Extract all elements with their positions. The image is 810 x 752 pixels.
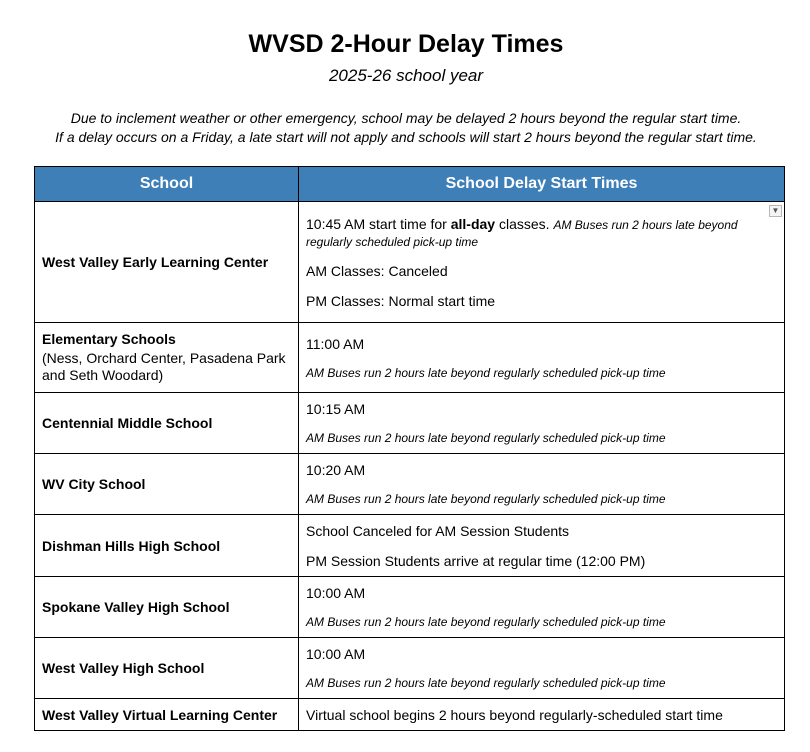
delay-note: [0, 109, 810, 147]
note-line-1: Due to inclement weather or other emergency, school may be delayed 2 hours beyond the regular start time.: [70, 110, 742, 126]
bus-note: AM Buses run 2 hours late beyond regularly scheduled pick-up time: [306, 676, 666, 690]
time-text: 11:00 AM: [306, 335, 365, 352]
bus-note: AM Buses run 2 hours late beyond regularly scheduled pick-up time: [306, 365, 666, 380]
delay-times-cell: [299, 454, 785, 515]
delay-times-cell: [299, 393, 785, 454]
column-header-school: School: [35, 167, 299, 202]
delay-times-cell: [299, 577, 785, 638]
time-bold-text: all-day: [450, 215, 496, 232]
school-name: Centennial Middle School: [35, 393, 299, 454]
pm-classes-text: PM Classes: Normal start time: [306, 292, 496, 309]
school-subtitle: (Ness, Orchard Center, Pasadena Park and Seth Woodard): [42, 350, 286, 383]
time-text: 10:15 AM: [306, 401, 366, 417]
page-subtitle: 2025-26 school year: [328, 66, 484, 85]
table-row: [35, 638, 785, 699]
school-name: WV City School: [35, 454, 299, 515]
school-name: West Valley Early Learning Center: [35, 202, 299, 323]
column-header-times: School Delay Start Times: [299, 167, 785, 202]
school-title: Elementary Schools: [42, 331, 176, 347]
table-header-row: [35, 167, 785, 202]
bus-note: AM Buses run 2 hours late beyond regularly scheduled pick-up time: [306, 217, 738, 249]
note-line-2: If a delay occurs on a Friday, a late start will not apply and schools will start 2 hours beyond the regular start time.: [55, 129, 757, 145]
time-text: 10:00 AM: [306, 585, 366, 601]
table-row: [35, 515, 785, 577]
pm-session-text: PM Session Students arrive at regular time (12:00 PM): [306, 552, 646, 569]
school-name: West Valley High School: [35, 638, 299, 699]
school-name: Dishman Hills High School: [35, 515, 299, 577]
delay-times-cell: [299, 638, 785, 699]
dropdown-arrow-icon[interactable]: ▼: [769, 205, 782, 217]
page-title: WVSD 2-Hour Delay Times: [248, 30, 564, 58]
school-name: West Valley Virtual Learning Center: [35, 699, 299, 731]
delay-times-cell: [299, 323, 785, 393]
time-text: 10:20 AM: [306, 462, 366, 478]
virtual-note-text: Virtual school begins 2 hours beyond regularly-scheduled start time: [306, 706, 723, 723]
bus-note: AM Buses run 2 hours late beyond regularly scheduled pick-up time: [306, 615, 666, 629]
table-row: [35, 393, 785, 454]
table-row: [35, 202, 785, 323]
table-row: [35, 699, 785, 731]
table-row: [35, 323, 785, 393]
time-text: 10:45 AM start time for: [306, 215, 451, 232]
am-session-text: School Canceled for AM Session Students: [306, 522, 570, 539]
delay-times-cell: [299, 515, 785, 577]
table-row: [35, 577, 785, 638]
school-name: Spokane Valley High School: [35, 577, 299, 638]
bus-note: AM Buses run 2 hours late beyond regularly scheduled pick-up time: [306, 492, 666, 506]
table-row: [35, 454, 785, 515]
delay-times-table: [34, 166, 785, 731]
time-text-suffix: classes.: [495, 215, 554, 232]
delay-times-cell: [299, 699, 785, 731]
bus-note: AM Buses run 2 hours late beyond regularly scheduled pick-up time: [306, 431, 666, 445]
school-name: [35, 323, 299, 393]
am-classes-text: AM Classes: Canceled: [306, 262, 448, 279]
delay-times-cell[interactable]: [299, 202, 785, 323]
time-text: 10:00 AM: [306, 646, 366, 662]
